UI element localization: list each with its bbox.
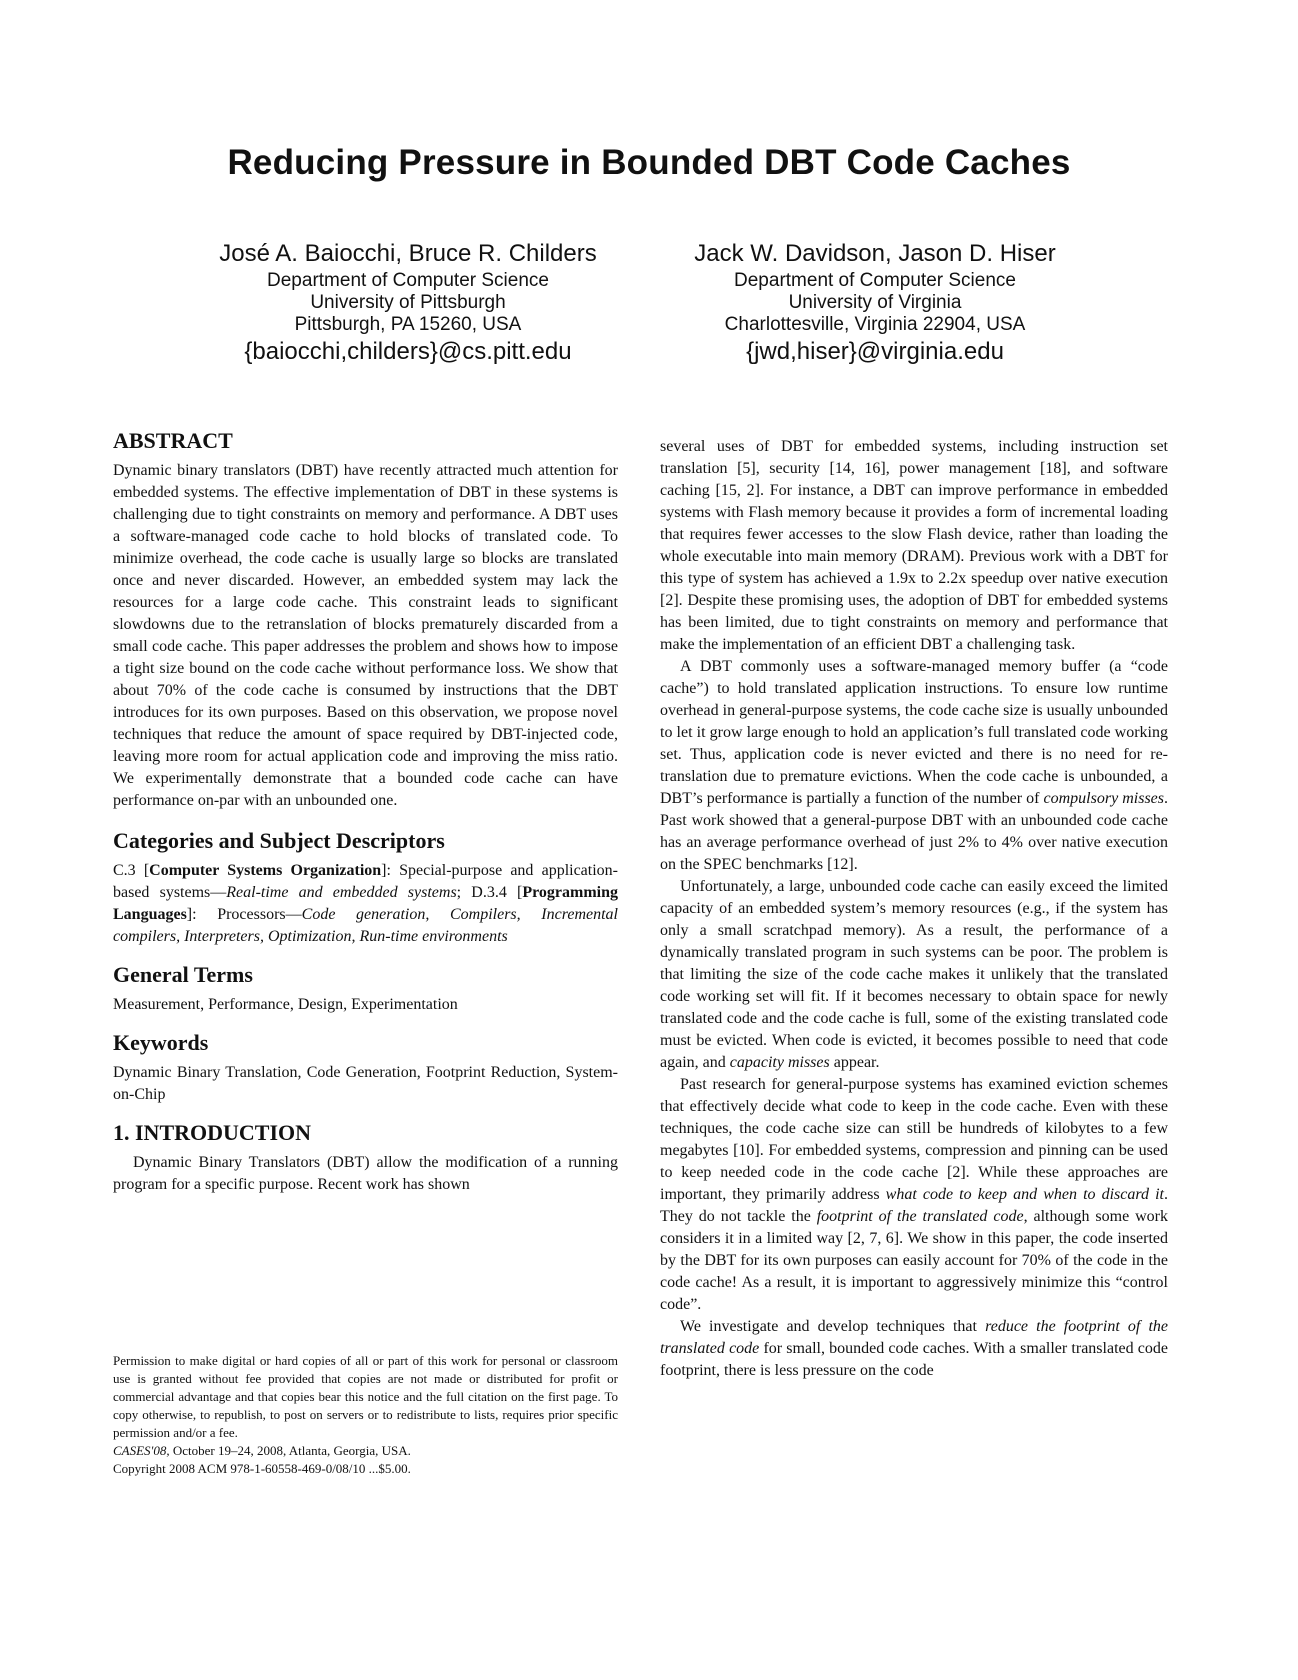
author-dept: Department of Computer Science <box>267 270 549 291</box>
general-terms-text: Measurement, Performance, Design, Experimentation <box>113 996 458 1013</box>
permission-text: Permission to make digital or hard copies of all or part of this work for personal or classroom use is granted without fee provided that copies are not made or distributed for profit or commercial advantage and that copies bear this notice and the full citation on the first page. To copy otherwise, to republish, to post on servers or to redistribute to lists, requires prior specific permission and/or a fee. <box>113 1353 618 1440</box>
abstract-heading: ABSTRACT <box>113 428 233 453</box>
copyright-text: Copyright 2008 ACM 978-1-60558-469-0/08/10 ...$5.00. <box>113 1461 411 1476</box>
body-paragraph: A DBT commonly uses a software-managed memory buffer (a “code cache”) to hold translated application instructions. To ensure low runtime overhead in general-purpose systems, the code cache size is usually unbounded to let it grow large enough to hold an application’s full translated code working set. Thus, application code is never evicted and there is no need for re-translation due to premature evictions. When the code cache is unbounded, a DBT’s performance is partially a function of the number of compulsory misses. Past work showed that a general-purpose DBT with an unbounded code cache has an average performance overhead of just 2% to 4% over native execution on the SPEC benchmarks [12]. <box>660 658 1169 873</box>
permission-footnote <box>113 1352 618 1478</box>
author-block-pitt <box>148 240 668 367</box>
general-terms-heading: General Terms <box>113 962 253 987</box>
author-dept: Department of Computer Science <box>734 270 1016 291</box>
body-paragraph: Past research for general-purpose systems has examined eviction schemes that effectively decide what code to keep in the code cache. Even with these techniques, the code cache size can still be hundreds of kilobytes to a few megabytes [10]. For embedded systems, compression and pinning can be used to keep needed code in the code cache [2]. While these approaches are important, they primarily address what code to keep and when to discard it. They do not tackle the footprint of the translated code, although some work considers it in a limited way [2, 7, 6]. We show in this paper, the code inserted by the DBT for its own purposes can easily account for 70% of the code in the code cache! As a result, it is important to aggressively minimize this “control code”. <box>660 1076 1169 1313</box>
abstract-text: Dynamic binary translators (DBT) have recently attracted much attention for embedded systems. The effective implementation of DBT in these systems is challenging due to tight constraints on memory and performance. A DBT uses a software-managed code cache to hold blocks of translated code. To minimize overhead, the code cache is usually large so blocks are translated once and never discarded. However, an embedded system may lack the resources for a large code cache. This constraint leads to significant slowdowns due to the retranslation of blocks prematurely discarded from a small code cache. This paper addresses the problem and shows how to impose a tight size bound on the code cache without performance loss. We show that about 70% of the code cache is consumed by instructions that the DBT introduces for its own purposes. Based on this observation, we propose novel techniques that reduce the amount of space required by DBT-injected code, leaving more room for actual application code and improving the miss ratio. We experimentally demonstrate that a bounded code cache can have performance on-par with an unbounded one. <box>113 462 618 809</box>
body-paragraph: We investigate and develop techniques that reduce the footprint of the translated code for small, bounded code caches. With a smaller translated code footprint, there is less pressure on the code <box>660 1318 1169 1379</box>
right-column <box>660 436 1168 1382</box>
introduction-paragraph: Dynamic Binary Translators (DBT) allow the modification of a running program for a specific purpose. Recent work has shown <box>113 1154 618 1193</box>
author-email: {baiocchi,childers}@cs.pitt.edu <box>244 338 572 365</box>
keywords-text: Dynamic Binary Translation, Code Generation, Footprint Reduction, System-on-Chip <box>113 1064 618 1103</box>
body-paragraph: several uses of DBT for embedded systems, including instruction set translation [5], security [14, 16], power management [18], and software caching [15, 2]. For instance, a DBT can improve performance in embedded systems with Flash memory because it provides a form of incremental loading that requires fewer accesses to the slow Flash device, rather than loading the whole executable into main memory (DRAM). Previous work with a DBT for this type of system has achieved a 1.9x to 2.2x speedup over native execution [2]. Despite these promising uses, the adoption of DBT for embedded systems has been limited, due to tight constraints on memory and performance that make the implementation of an efficient DBT a challenging task. <box>660 438 1168 653</box>
body-paragraph: Unfortunately, a large, unbounded code cache can easily exceed the limited capacity of an embedded system’s memory resources (e.g., if the system has only a small scratchpad memory). As a result, the performance of a dynamically translated program in such systems can be poor. The problem is that limiting the size of the code cache makes it unlikely that the translated code working set will fit. If it becomes necessary to obtain space for newly translated code and the code cache is full, some of the existing translated code must be evicted. When code is evicted, it becomes possible to need that code again, and capacity misses appear. <box>660 878 1168 1071</box>
author-names: Jack W. Davidson, Jason D. Hiser <box>694 240 1056 267</box>
categories-heading: Categories and Subject Descriptors <box>113 828 445 853</box>
keywords-heading: Keywords <box>113 1030 209 1055</box>
left-column <box>113 428 618 1196</box>
introduction-heading: 1. INTRODUCTION <box>113 1120 312 1145</box>
author-block-virginia <box>615 240 1135 367</box>
author-address: Charlottesville, Virginia 22904, USA <box>724 314 1026 335</box>
author-email: {jwd,hiser}@virginia.edu <box>746 338 1004 365</box>
author-address: Pittsburgh, PA 15260, USA <box>294 314 522 335</box>
author-univ: University of Virginia <box>788 292 962 313</box>
categories-text: C.3 [Computer Systems Organization]: Special-purpose and application-based systems—Real-time and embedded systems; D.3.4 [Programming Languages]: Processors—Code generation, Compilers, Incremental compilers, Interpreters, Optimization, Run-time environments <box>113 862 619 945</box>
venue-text: CASES'08, October 19–24, 2008, Atlanta, Georgia, USA. <box>113 1443 411 1458</box>
paper-title: Reducing Pressure in Bounded DBT Code Caches <box>227 143 1071 182</box>
author-univ: University of Pittsburgh <box>310 292 506 313</box>
author-names: José A. Baiocchi, Bruce R. Childers <box>219 240 597 267</box>
